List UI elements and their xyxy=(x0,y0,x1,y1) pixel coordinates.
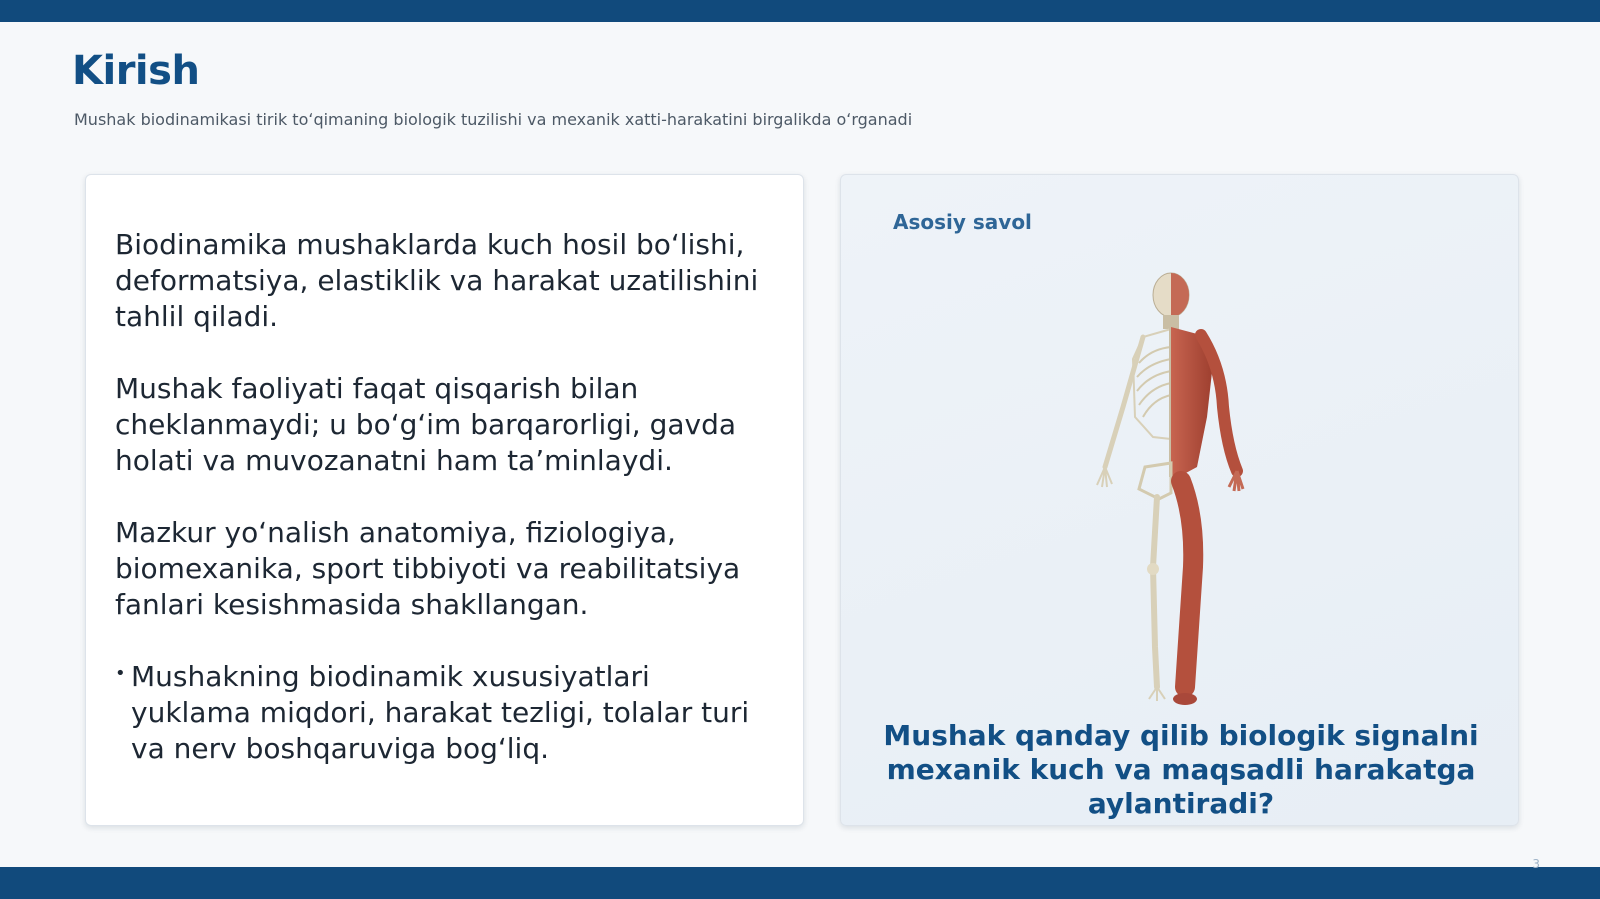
bottom-accent-bar xyxy=(0,867,1600,899)
page-subtitle: Mushak biodinamikasi tirik toʻqimaning biologik tuzilishi va mexanik xatti-harakatini birgalikda oʻrganadi xyxy=(74,110,913,129)
page-title: Kirish xyxy=(72,48,200,94)
bullet-item xyxy=(115,659,775,767)
intro-paragraph: Mushak faoliyati faqat qisqarish bilan cheklanmaydi; u boʻgʻim barqarorligi, gavda holati va muvozanatni ham ta’minlaydi. xyxy=(115,372,737,477)
intro-paragraph: Biodinamika mushaklarda kuch hosil boʻlishi, deformatsiya, elastiklik va harakat uzatilishini tahlil qiladi. xyxy=(115,228,759,333)
anatomy-figure-icon xyxy=(1061,267,1281,707)
bullet-dot-icon: • xyxy=(115,663,126,684)
bullet-text: Mushakning biodinamik xususiyatlari yuklama miqdori, harakat tezligi, tolalar turi va nerv boshqaruviga bogʻliq. xyxy=(131,660,750,765)
page-number: 3 xyxy=(1532,857,1540,871)
key-question-text: Mushak qanday qilib biologik signalni mexanik kuch va maqsadli harakatga aylantiradi? xyxy=(883,719,1479,820)
intro-paragraph: Mazkur yoʻnalish anatomiya, fiziologiya, biomexanika, sport tibbiyoti va reabilitatsiya fanlari kesishmasida shakllangan. xyxy=(115,516,741,621)
top-accent-bar xyxy=(0,0,1600,22)
intro-card xyxy=(85,174,804,826)
key-question-label: Asosiy savol xyxy=(893,210,1032,234)
key-question-card xyxy=(840,174,1519,826)
